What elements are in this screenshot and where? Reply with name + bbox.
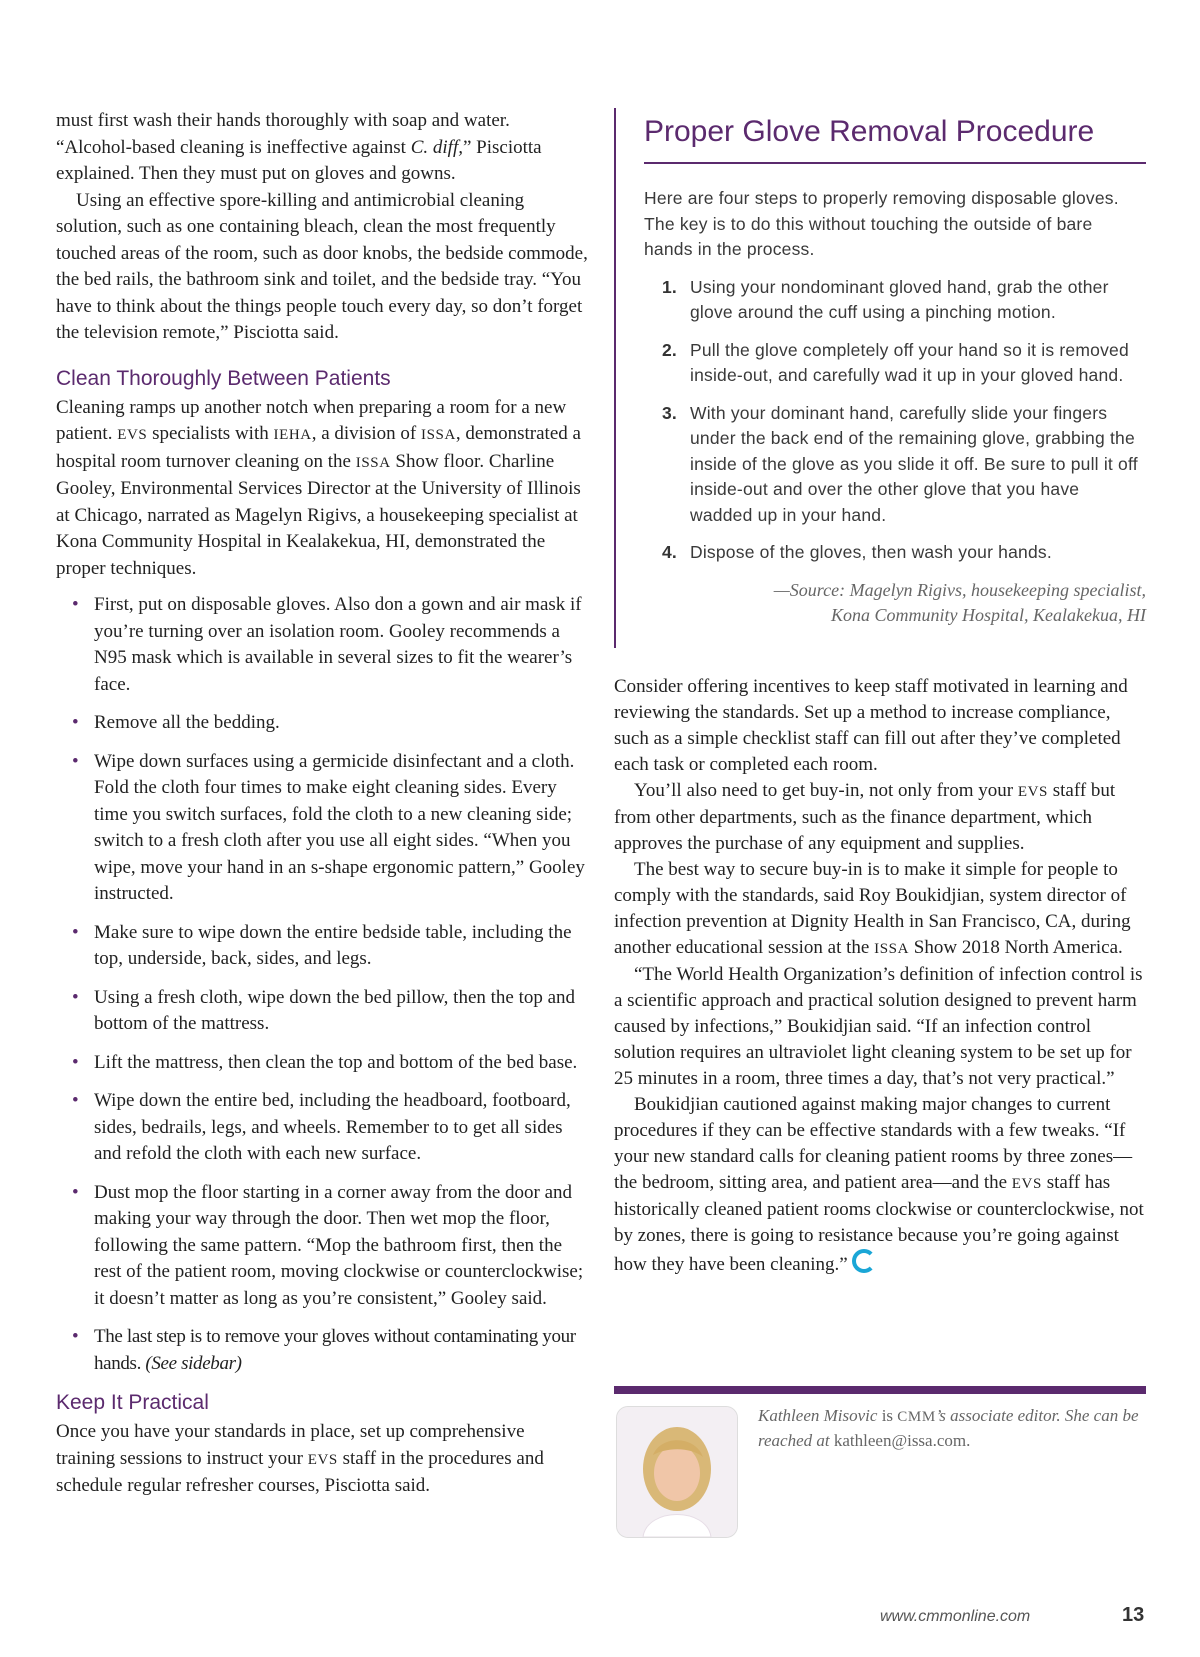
paragraph: must first wash their hands thoroughly with soap and water. “Alcohol-based cleaning is ineffective against C. diff,” Pisciotta explained. Then they must put on gloves and gowns.: [56, 110, 542, 184]
sidebar-title: Proper Glove Removal Procedure: [644, 114, 1146, 164]
paragraph: “The World Health Organization’s definition of infection control is a scientific approach and practical solution designed to prevent harm caused by infections,” Boukidjian said. “If an infection control solution requires an ultraviolet light cleaning system to be set up for 25 minutes in a room, three times a day, that’s not very practical.”: [614, 964, 1143, 1089]
step-item: 1. Using your nondominant gloved hand, grab the other glove around the cuff using a pinching motion.: [662, 276, 1109, 322]
bio-divider: [614, 1386, 1146, 1394]
step-number: 4.: [662, 542, 677, 562]
source-credit: —Source: Magelyn Rigivs, housekeeping specialist, Kona Community Hospital, Kealakekua, HI: [773, 579, 1146, 625]
author-bio: Kathleen Misovic is CMM’s associate editor. She can be reached at kathleen@issa.com.: [758, 1406, 1139, 1450]
list-item: • Dust mop the floor starting in a corner away from the door and making your way through the door. Then wet mop the floor, following the same pattern. “Mop the bathroom first, then the rest of the patient room, moving clockwise or counterclockwise; it doesn’t matter as long as you’re consistent,” Gooley said.: [56, 1180, 588, 1313]
footer-url[interactable]: www.cmmonline.com: [880, 1608, 1031, 1625]
paragraph: You’ll also need to get buy-in, not only from your EVS staff but from other departments, such as the finance department, which approves the purchase of any equipment and supplies.: [614, 780, 1116, 854]
author-email[interactable]: kathleen@issa.com: [833, 1431, 967, 1450]
sidebar-intro: Here are four steps to properly removing disposable gloves. The key is to do this without touching the outside of bare hands in the process.: [644, 188, 1119, 259]
step-number: 3.: [662, 402, 677, 423]
list-item: • Make sure to wipe down the entire bedside table, including the top, underside, back, sides, and legs.: [56, 920, 588, 973]
section-heading: Clean Thoroughly Between Patients: [56, 366, 391, 390]
step-item: 4. Dispose of the gloves, then wash your hands.: [644, 540, 1146, 566]
page-number: 13: [1122, 1604, 1145, 1626]
paragraph: The best way to secure buy-in is to make it simple for people to comply with the standards, said Roy Boukidjian, system director of infection prevention at Dignity Health in San Francisco, CA, during another educational session at the ISSA Show 2018 North America.: [614, 859, 1131, 958]
paragraph: Boukidjian cautioned against making major changes to current procedures if they can be effective standards with a few tweaks. “If your new standard calls for cleaning patient rooms by three zones—the bedroom, sitting area, and patient area—and the EVS staff has historically cleaned patient rooms clockwise or counterclockwise, not by zones, there is going to resistance because you’re going against how they have been cleaning.”: [614, 1094, 1144, 1275]
author-photo: [616, 1406, 738, 1538]
paragraph: Using an effective spore-killing and antimicrobial cleaning solution, such as one containing bleach, clean the most frequently touched areas of the room, such as door knobs, the bedside commode, the bed rails, the bathroom sink and toilet, and the bedside tray. “You have to think about the things people touch every day, so don’t forget the television remote,” Pisciotta said.: [56, 189, 588, 343]
step-number: 2.: [662, 339, 677, 360]
paragraph: Consider offering incentives to keep staff motivated in learning and reviewing the standards. Set up a method to increase compliance, such as a simple checklist staff can fill out after they’ve completed each task or completed each room.: [614, 676, 1128, 775]
left-column: [56, 108, 588, 1500]
list-item: • Remove all the bedding.: [56, 710, 588, 737]
paragraph: Cleaning ramps up another notch when preparing a room for a new patient. EVS specialists with IEHA, a division of ISSA, demonstrated a hospital room turnover cleaning on the ISSA Show floor. Charline Gooley, Environmental Services Director at the University of Illinois at Chicago, narrated as Magelyn Rigivs, a housekeeping specialist at Kona Community Hospital in Kealakekua, HI, demonstrated the proper techniques.: [56, 396, 581, 579]
step-item: 2. Pull the glove completely off your hand so it is removed inside-out, and carefully wad it up in your gloved hand.: [662, 339, 1129, 385]
author-portrait-icon: [617, 1407, 737, 1537]
step-number: 1.: [662, 276, 677, 297]
right-column: [614, 674, 1144, 1278]
steps-list: [644, 275, 1146, 566]
bullet-list: [56, 592, 588, 1377]
list-item: • Lift the mattress, then clean the top and bottom of the bed base.: [56, 1050, 588, 1077]
list-item: • First, put on disposable gloves. Also don a gown and air mask if you’re turning over an isolation room. Gooley recommends a N95 mask which is available in several sizes to fit the wearer’s face.: [56, 592, 588, 698]
list-item: • Wipe down surfaces using a germicide disinfectant and a cloth. Fold the cloth four times to make eight cleaning sides. Every time you switch surfaces, fold the cloth to a new cleaning side; switch to a fresh cloth after you use all eight sides. “When you wipe, move your hand in an s-shape ergonomic pattern,” Gooley instructed.: [56, 749, 588, 908]
list-item: • The last step is to remove your gloves without contaminating your hands. (See sidebar): [56, 1324, 588, 1377]
step-item: 3. With your dominant hand, carefully slide your fingers under the back end of the remaining glove, grabbing the inside of the glove as you slide it off. Be sure to pull it off inside-out and over the other glove that you have wadded up in your hand.: [662, 402, 1138, 525]
section-heading: Keep It Practical: [56, 1391, 209, 1414]
paragraph: Once you have your standards in place, set up comprehensive training sessions to instruct your EVS staff in the procedures and schedule regular refresher courses, Pisciotta said.: [56, 1421, 544, 1496]
end-of-article-icon: [852, 1249, 876, 1273]
sidebar-box: [614, 108, 1146, 648]
list-item: • Using a fresh cloth, wipe down the bed pillow, then the top and bottom of the mattress.: [56, 985, 588, 1038]
list-item: • Wipe down the entire bed, including the headboard, footboard, sides, bedrails, legs, and wheels. Remember to to get all sides and refold the cloth with each new surface.: [56, 1088, 588, 1168]
